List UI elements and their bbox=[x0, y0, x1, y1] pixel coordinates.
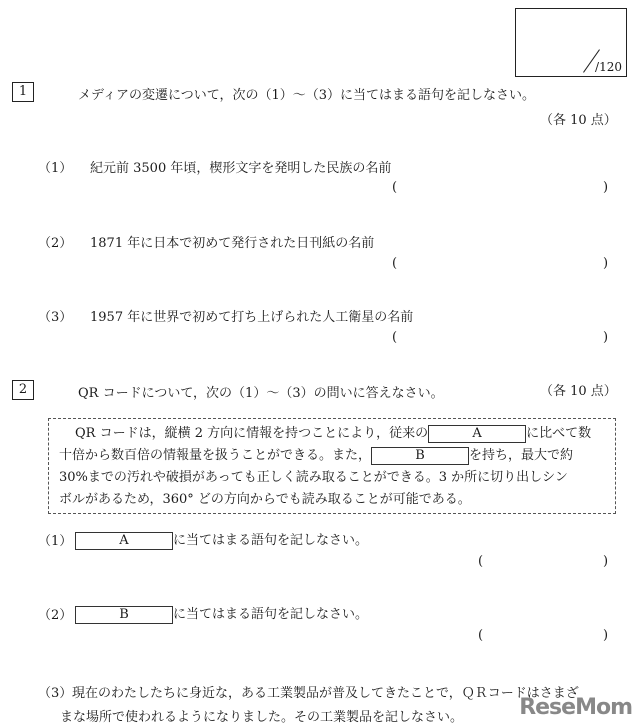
blank-a: A bbox=[428, 425, 526, 443]
q2-item-2-answer-open[interactable]: ( bbox=[478, 628, 484, 643]
q2-item-1-text: に当てはまる語句を記しなさい。 bbox=[173, 533, 369, 548]
q1-item-2-answer-close: ) bbox=[603, 256, 609, 271]
passage-line-4: ボルがあるため，360° どの方向からでも読み取ることが可能である。 bbox=[59, 492, 471, 507]
q2-item-3-label: （3） bbox=[38, 686, 73, 701]
question-1-number: 1 bbox=[12, 82, 34, 102]
q1-item-2-answer-open[interactable]: ( bbox=[392, 256, 398, 271]
question-2-prompt: QR コードについて，次の（1）～（3）の問いに答えなさい。 bbox=[78, 386, 444, 401]
q2-item-2-answer-close: ) bbox=[603, 628, 609, 643]
q2-item-1-line bbox=[75, 529, 368, 550]
q1-item-2-label: （2） bbox=[38, 236, 73, 251]
q1-item-3-label: （3） bbox=[38, 310, 73, 325]
q1-item-3-text: 1957 年に世界で初めて打ち上げられた人工衛星の名前 bbox=[90, 310, 414, 325]
q1-item-3-answer-open[interactable]: ( bbox=[392, 330, 398, 345]
q1-item-1-answer-open[interactable]: ( bbox=[392, 180, 398, 195]
question-2-points: （各 10 点） bbox=[540, 384, 617, 399]
q1-item-1-label: （1） bbox=[38, 161, 73, 176]
blank-b: B bbox=[371, 447, 469, 465]
q1-item-2-text: 1871 年に日本で初めて発行された日刊紙の名前 bbox=[90, 236, 375, 251]
question-2-number: 2 bbox=[12, 380, 34, 400]
passage-line-2: 十倍から数百倍の情報量を扱うことができる。また， B を持ち，最大で約 bbox=[59, 447, 574, 463]
passage-line-1: QR コードは，縦横 2 方向に情報を持つことにより，従来の A に比べて数 bbox=[75, 425, 592, 441]
question-1-points: （各 10 点） bbox=[540, 113, 617, 128]
passage-line-3: 30%までの汚れや破損があっても正しく読み取ることができる。3 か所に切り出しシン bbox=[59, 470, 568, 485]
q2-item-2-blank: B bbox=[75, 606, 173, 624]
question-1-prompt: メディアの変遷について，次の（1）～（3）に当てはまる語句を記しなさい。 bbox=[78, 88, 535, 103]
q2-item-1-label: （1） bbox=[38, 534, 73, 549]
passage-box bbox=[48, 418, 616, 514]
q2-item-3-line-1: 現在のわたしたちに身近な，ある工業製品が普及してきたことで，ＱＲコードはさまざ bbox=[72, 686, 579, 701]
q1-item-3-answer-close: ) bbox=[603, 330, 609, 345]
q2-item-2-line bbox=[75, 603, 368, 624]
resemom-logo: ReseMom bbox=[519, 695, 632, 720]
score-box bbox=[515, 8, 627, 77]
q1-item-1-answer-close: ) bbox=[603, 180, 609, 195]
q2-item-1-answer-close: ) bbox=[603, 554, 609, 569]
q2-item-1-blank: A bbox=[75, 532, 173, 550]
q2-item-2-text: に当てはまる語句を記しなさい。 bbox=[173, 607, 369, 622]
q2-item-2-label: （2） bbox=[38, 608, 73, 623]
q2-item-1-answer-open[interactable]: ( bbox=[478, 554, 484, 569]
q1-item-1-text: 紀元前 3500 年頃，楔形文字を発明した民族の名前 bbox=[90, 161, 392, 176]
score-total: /120 bbox=[595, 60, 622, 74]
q2-item-3-line-2: まな場所で使われるようになりました。その工業製品を記しなさい。 bbox=[60, 710, 464, 725]
